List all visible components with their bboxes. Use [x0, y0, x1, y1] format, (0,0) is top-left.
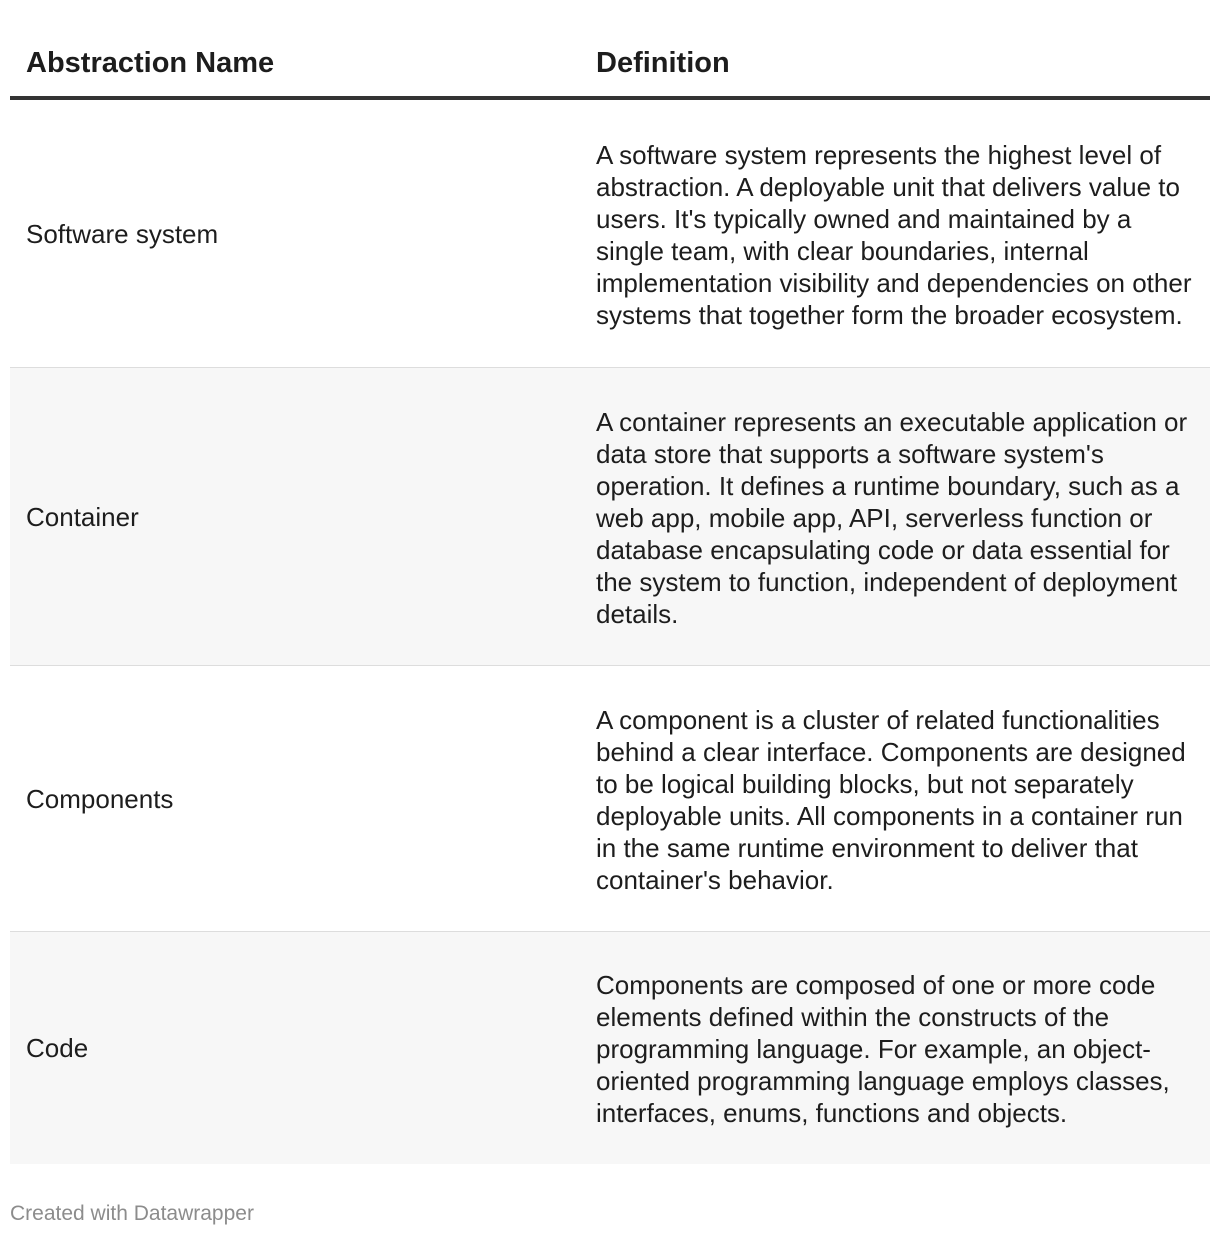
header-abstraction-name: Abstraction Name [26, 47, 275, 79]
row-definition: A software system represents the highest level of abstraction. A deployable unit that delivers value to users. It's typically owned and maintained by a single team, with clear boundaries, internal implementation visibility and dependencies on other systems that together form the broader ecosystem. [596, 139, 1192, 330]
table-row [10, 100, 1210, 368]
row-definition: A component is a cluster of related functionalities behind a clear interface. Components are designed to be logical building blocks, but not separately deployable units. All components in a container run in the same runtime environment to deliver that container's behavior. [596, 704, 1186, 895]
datawrapper-credit-link[interactable]: Created with Datawrapper [10, 1202, 254, 1225]
table-row [10, 932, 1210, 1164]
table-row [10, 368, 1210, 666]
row-definition: A container represents an executable application or data store that supports a software system's operation. It defines a runtime boundary, such as a web app, mobile app, API, serverless function or database encapsulating code or data essential for the system to function, independent of deployment details. [596, 406, 1188, 629]
row-definition: Components are composed of one or more code elements defined within the constructs of the programming language. For example, an object-oriented programming language employs classes, interfaces, enums, functions and objects. [596, 970, 1170, 1128]
table-header-row [10, 30, 1210, 100]
header-definition: Definition [596, 47, 730, 79]
row-abstraction-name: Code [26, 1033, 89, 1063]
row-abstraction-name: Container [26, 501, 139, 532]
row-abstraction-name: Software system [26, 218, 219, 249]
row-abstraction-name: Components [26, 783, 174, 814]
table-row [10, 666, 1210, 932]
abstractions-table [10, 30, 1210, 1164]
